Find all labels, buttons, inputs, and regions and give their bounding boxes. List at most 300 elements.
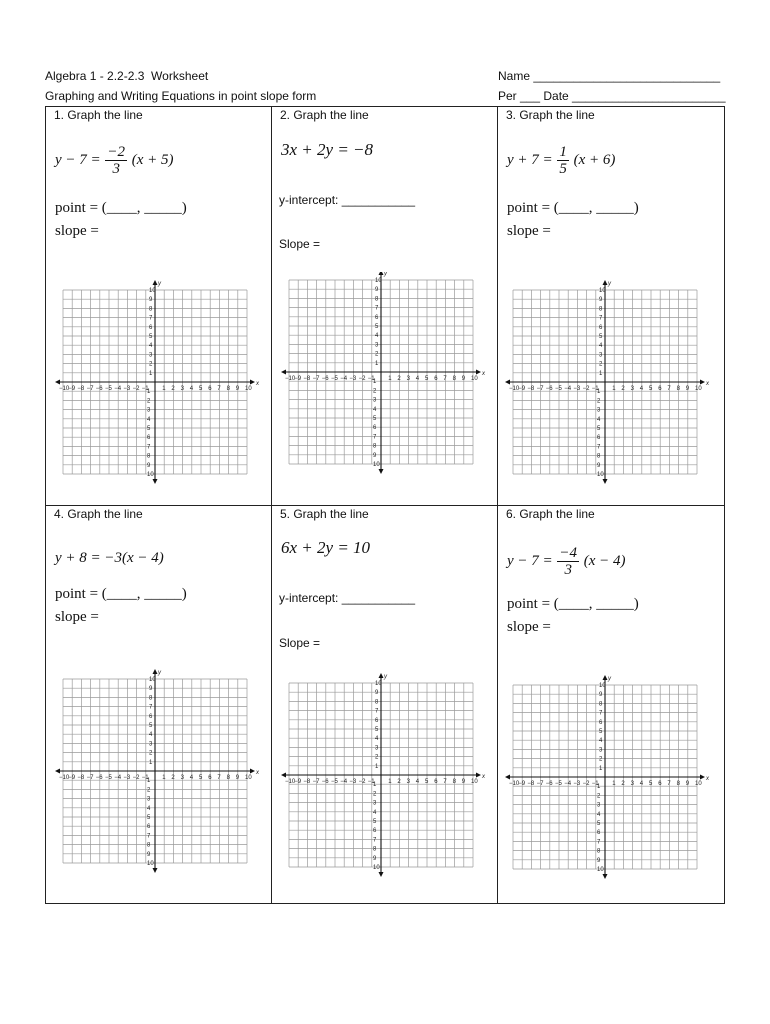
y-tick-label: 1 [373,379,377,386]
y-tick-label: 3 [149,352,153,359]
y-tick-label: 8 [597,848,601,855]
y-tick-label: 7 [375,305,379,312]
y-tick-label: 10 [373,865,380,871]
x-tick-label: 4 [415,779,420,785]
y-tick-label: 5 [597,821,601,827]
x-tick-label: −8 [303,376,311,382]
y-tick-label: 2 [147,398,151,405]
x-tick-label: 10 [695,781,702,787]
equation: 3x + 2y = −8 [281,140,374,159]
y-tick-label: 9 [147,851,151,858]
y-tick-label: 7 [597,839,601,846]
worksheet-subtitle: Graphing and Writing Equations in point slope form [45,89,317,103]
x-tick-label: −8 [303,779,311,785]
y-tick-label: 4 [375,736,379,743]
x-tick-label: −7 [312,376,320,382]
y-tick-label: 9 [373,855,377,862]
y-tick-label: 3 [373,397,377,404]
y-tick-label: 1 [599,765,603,772]
x-tick-label: −2 [358,779,366,785]
x-axis-label: x [256,770,259,776]
y-tick-label: 3 [147,407,151,414]
x-tick-label: 1 [388,376,392,382]
y-intercept-answer[interactable]: y-intercept: ___________ [279,591,416,605]
problem-title: 5. Graph the line [280,507,369,521]
y-tick-label: 10 [599,288,606,294]
slope-answer[interactable]: slope = [507,223,551,239]
y-tick-label: 4 [599,343,603,350]
y-tick-label: 10 [375,278,382,284]
x-tick-label: 2 [171,775,175,781]
y-tick-label: 3 [373,800,377,807]
x-tick-label: −5 [331,779,338,785]
x-tick-label: 5 [649,781,653,787]
y-tick-label: 5 [599,334,603,340]
y-tick-label: 9 [599,297,603,304]
x-tick-label: 5 [649,386,653,392]
x-axis-arrow-right [250,380,255,385]
x-tick-label: 10 [471,779,478,785]
y-tick-label: 2 [147,787,151,794]
y-axis-label: y [384,674,387,680]
y-tick-label: 8 [375,699,379,706]
y-tick-label: 5 [147,815,151,821]
x-tick-label: −4 [114,386,122,392]
x-tick-label: −2 [132,775,140,781]
y-tick-label: 8 [149,695,153,702]
y-axis-arrow-down [379,872,384,877]
x-tick-label: −9 [294,779,302,785]
x-tick-label: −1 [591,386,599,392]
x-tick-label: −3 [123,775,131,781]
y-tick-label: 1 [375,360,379,367]
y-tick-label: 10 [147,861,154,867]
x-axis-arrow-left [55,380,60,385]
y-tick-label: 4 [599,738,603,745]
y-axis-arrow-up [153,669,158,674]
x-tick-label: −5 [105,775,112,781]
x-tick-label: −5 [555,386,562,392]
x-tick-label: −2 [132,386,140,392]
x-tick-label: 1 [162,775,166,781]
x-tick-label: 2 [621,781,625,787]
y-axis-label: y [158,670,161,676]
x-tick-label: 2 [621,386,625,392]
x-tick-label: −1 [367,376,375,382]
x-tick-label: 4 [189,386,194,392]
problem-title: 3. Graph the line [506,108,595,122]
x-tick-label: 6 [208,386,212,392]
y-tick-label: 8 [373,443,377,450]
point-answer[interactable]: point = (____, _____) [507,596,639,612]
equation: y + 8 = −3(x − 4) [55,550,164,566]
x-tick-label: −6 [95,386,103,392]
y-tick-label: 6 [373,828,377,835]
y-tick-label: 9 [597,462,601,469]
slope-answer[interactable]: slope = [55,223,99,239]
x-tick-label: 6 [658,386,662,392]
x-axis-arrow-left [505,775,510,780]
y-tick-label: 1 [375,763,379,770]
x-tick-label: 9 [685,386,690,392]
y-tick-label: 5 [373,819,377,825]
y-tick-label: 8 [599,701,603,708]
x-tick-label: −10 [509,781,520,787]
slope-answer[interactable]: slope = [507,619,551,635]
problem-title: 1. Graph the line [54,108,143,122]
x-tick-label: 6 [208,775,212,781]
name-field[interactable]: Name ____________________________ [498,69,721,83]
slope-answer[interactable]: Slope = [279,636,321,650]
x-tick-label: −10 [285,376,296,382]
x-axis-arrow-right [700,380,705,385]
equation: y − 7 = $\frac{-2}{3}$ (x + 5) [55,144,174,177]
y-tick-label: 9 [149,686,153,693]
y-tick-label: 7 [147,444,151,451]
y-tick-label: 6 [597,830,601,837]
coordinate-grid[interactable] [53,665,265,875]
y-tick-label: 2 [149,750,153,757]
x-axis-arrow-left [505,380,510,385]
y-tick-label: 10 [597,472,604,478]
x-tick-label: 4 [415,376,420,382]
x-axis-arrow-right [476,773,481,778]
y-tick-label: 2 [375,351,379,358]
y-tick-label: 4 [373,406,377,413]
x-axis-label: x [482,371,485,377]
y-tick-label: 1 [373,782,377,789]
point-answer[interactable]: point = (____, _____) [507,200,639,216]
y-tick-label: 9 [373,452,377,459]
x-tick-label: 9 [461,376,466,382]
y-axis-arrow-down [603,479,608,484]
y-tick-label: 4 [147,805,151,812]
point-answer[interactable]: point = (____, _____) [55,586,187,602]
x-tick-label: −3 [573,781,581,787]
x-axis-label: x [256,381,259,387]
x-tick-label: −9 [518,386,526,392]
x-tick-label: −9 [518,781,526,787]
y-tick-label: 9 [375,287,379,294]
x-tick-label: 8 [226,775,230,781]
x-tick-label: −7 [86,386,94,392]
x-tick-label: −3 [573,386,581,392]
x-tick-label: 8 [226,386,230,392]
x-tick-label: 7 [667,781,671,787]
x-tick-label: 10 [245,775,252,781]
x-tick-label: −1 [141,775,149,781]
x-tick-label: −6 [321,376,329,382]
y-tick-label: 2 [599,756,603,763]
x-tick-label: −1 [591,781,599,787]
x-tick-label: −7 [86,775,94,781]
y-tick-label: 4 [597,811,601,818]
y-tick-label: 5 [375,727,379,733]
x-axis-arrow-right [476,370,481,375]
y-axis-arrow-up [379,272,384,275]
x-tick-label: 6 [658,781,662,787]
x-tick-label: 4 [639,781,644,787]
y-tick-label: 2 [375,754,379,761]
x-tick-label: 8 [452,779,456,785]
y-tick-label: 8 [599,306,603,313]
y-tick-label: 10 [147,472,154,478]
coordinate-grid[interactable] [279,671,491,881]
y-tick-label: 3 [147,796,151,803]
y-tick-label: 6 [599,719,603,726]
x-tick-label: 5 [425,779,429,785]
y-tick-label: 2 [599,361,603,368]
x-tick-label: −1 [367,779,375,785]
x-tick-label: −8 [77,775,85,781]
x-axis-arrow-right [250,769,255,774]
x-tick-label: 2 [171,386,175,392]
y-tick-label: 4 [149,732,153,739]
x-tick-label: 2 [397,779,401,785]
x-tick-label: 10 [471,376,478,382]
x-tick-label: −6 [545,781,553,787]
x-tick-label: 3 [406,779,410,785]
y-tick-label: 10 [373,462,380,468]
y-tick-label: 10 [375,681,382,687]
y-tick-label: 3 [599,747,603,754]
x-tick-label: 5 [199,386,203,392]
problem-title: 2. Graph the line [280,108,369,122]
y-tick-label: 5 [147,426,151,432]
x-tick-label: −6 [545,386,553,392]
worksheet-title: Algebra 1 - 2.2-2.3 Worksheet [45,69,209,83]
x-tick-label: 8 [676,386,680,392]
problem-4 [45,505,271,904]
x-tick-label: −3 [349,779,357,785]
y-tick-label: 8 [147,453,151,460]
x-tick-label: −7 [536,386,544,392]
y-tick-label: 3 [599,352,603,359]
y-axis-label: y [608,281,611,287]
per-date-field[interactable]: Per ___ Date _______________________ [498,89,726,103]
x-tick-label: 10 [695,386,702,392]
y-tick-label: 2 [373,791,377,798]
x-tick-label: 9 [461,779,466,785]
y-tick-label: 8 [597,453,601,460]
x-tick-label: 9 [235,386,240,392]
y-tick-label: 1 [147,389,151,396]
x-tick-label: 1 [612,781,616,787]
y-tick-label: 9 [149,297,153,304]
x-tick-label: 9 [235,775,240,781]
problem-title: 6. Graph the line [506,507,595,521]
x-tick-label: −7 [536,781,544,787]
x-tick-label: −1 [141,386,149,392]
y-axis-arrow-down [153,479,158,484]
x-tick-label: 1 [388,779,392,785]
y-axis-label: y [384,272,387,277]
y-tick-label: 10 [149,677,156,683]
x-tick-label: 3 [180,775,184,781]
y-tick-label: 6 [147,435,151,442]
y-tick-label: 5 [149,723,153,729]
y-tick-label: 5 [599,729,603,735]
problem-1 [45,106,271,505]
coordinate-grid[interactable] [505,278,717,488]
y-intercept-answer[interactable]: y-intercept: ___________ [279,193,416,207]
equation: 6x + 2y = 10 [281,538,371,557]
y-tick-label: 4 [597,416,601,423]
y-tick-label: 8 [147,842,151,849]
x-tick-label: −6 [321,779,329,785]
y-tick-label: 8 [375,296,379,303]
x-tick-label: −8 [527,781,535,787]
x-tick-label: −2 [582,386,590,392]
y-tick-label: 9 [599,692,603,699]
y-tick-label: 6 [373,425,377,432]
x-tick-label: −9 [294,376,302,382]
x-tick-label: −3 [123,386,131,392]
x-tick-label: −4 [340,376,348,382]
y-tick-label: 7 [597,444,601,451]
x-tick-label: 4 [639,386,644,392]
x-tick-label: −4 [114,775,122,781]
problem-title: 4. Graph the line [54,507,143,521]
y-tick-label: 3 [597,802,601,809]
y-axis-label: y [158,281,161,287]
problem-6 [497,505,725,904]
y-tick-label: 4 [373,809,377,816]
y-tick-label: 6 [597,435,601,442]
x-tick-label: 7 [443,779,447,785]
coordinate-grid[interactable] [53,278,265,488]
x-tick-label: −6 [95,775,103,781]
x-axis-arrow-right [700,775,705,780]
y-tick-label: 2 [597,793,601,800]
y-tick-label: 7 [149,704,153,711]
problem-2 [271,106,497,505]
x-tick-label: −8 [527,386,535,392]
y-tick-label: 5 [597,426,601,432]
x-axis-label: x [706,381,709,387]
slope-answer[interactable]: slope = [55,609,99,625]
x-axis-label: x [706,776,709,782]
y-tick-label: 10 [149,288,156,294]
y-tick-label: 3 [597,407,601,414]
y-tick-label: 3 [149,741,153,748]
y-tick-label: 2 [373,388,377,395]
x-axis-arrow-left [281,773,286,778]
x-tick-label: 4 [189,775,194,781]
y-tick-label: 9 [147,462,151,469]
x-tick-label: −8 [77,386,85,392]
y-tick-label: 7 [599,710,603,717]
y-tick-label: 1 [149,759,153,766]
y-axis-arrow-up [603,280,608,285]
y-tick-label: 9 [375,690,379,697]
x-tick-label: 2 [397,376,401,382]
x-tick-label: −9 [68,386,76,392]
x-tick-label: −5 [331,376,338,382]
problem-3 [497,106,725,505]
coordinate-grid[interactable] [505,673,717,883]
y-tick-label: 1 [147,778,151,785]
y-tick-label: 2 [149,361,153,368]
x-axis-arrow-left [281,370,286,375]
x-tick-label: 7 [667,386,671,392]
y-tick-label: 7 [373,434,377,441]
y-tick-label: 4 [149,343,153,350]
equation: y + 7 = $\frac{1}{5}$ (x + 6) [507,144,616,177]
y-tick-label: 5 [375,324,379,330]
x-tick-label: −3 [349,376,357,382]
y-tick-label: 2 [597,398,601,405]
x-axis-label: x [482,774,485,780]
equation: y − 7 = $\frac{-4}{3}$ (x − 4) [507,545,626,578]
x-tick-label: 10 [245,386,252,392]
x-tick-label: −5 [105,386,112,392]
coordinate-grid[interactable] [279,272,491,482]
y-tick-label: 8 [373,846,377,853]
x-tick-label: −9 [68,775,76,781]
x-tick-label: 7 [217,386,221,392]
y-tick-label: 7 [375,708,379,715]
y-tick-label: 1 [597,389,601,396]
x-tick-label: −4 [564,781,572,787]
y-tick-label: 6 [375,717,379,724]
x-tick-label: −10 [59,386,70,392]
y-axis-arrow-down [603,874,608,879]
x-tick-label: 3 [180,386,184,392]
x-tick-label: 1 [612,386,616,392]
x-tick-label: 5 [425,376,429,382]
y-tick-label: 1 [149,370,153,377]
x-tick-label: 3 [630,386,634,392]
y-axis-arrow-up [379,673,384,678]
point-answer[interactable]: point = (____, _____) [55,200,187,216]
y-tick-label: 10 [599,683,606,689]
slope-answer[interactable]: Slope = [279,237,321,251]
x-tick-label: −10 [59,775,70,781]
y-tick-label: 8 [149,306,153,313]
y-tick-label: 5 [373,416,377,422]
x-tick-label: 1 [162,386,166,392]
x-tick-label: −4 [564,386,572,392]
y-tick-label: 3 [375,342,379,349]
y-axis-label: y [608,676,611,682]
y-tick-label: 7 [373,837,377,844]
x-tick-label: 6 [434,376,438,382]
y-tick-label: 6 [149,713,153,720]
x-tick-label: −2 [582,781,590,787]
y-tick-label: 1 [597,784,601,791]
y-tick-label: 4 [375,333,379,340]
y-tick-label: 6 [599,324,603,331]
y-tick-label: 6 [149,324,153,331]
y-tick-label: 7 [149,315,153,322]
x-tick-label: 3 [630,781,634,787]
x-tick-label: −5 [555,781,562,787]
y-tick-label: 6 [147,824,151,831]
y-tick-label: 5 [149,334,153,340]
y-tick-label: 6 [375,314,379,321]
y-tick-label: 7 [147,833,151,840]
x-tick-label: 8 [676,781,680,787]
x-tick-label: −7 [312,779,320,785]
y-tick-label: 4 [147,416,151,423]
y-axis-arrow-down [379,469,384,474]
x-tick-label: 8 [452,376,456,382]
y-axis-arrow-up [153,280,158,285]
x-tick-label: 6 [434,779,438,785]
y-tick-label: 9 [597,857,601,864]
y-tick-label: 3 [375,745,379,752]
